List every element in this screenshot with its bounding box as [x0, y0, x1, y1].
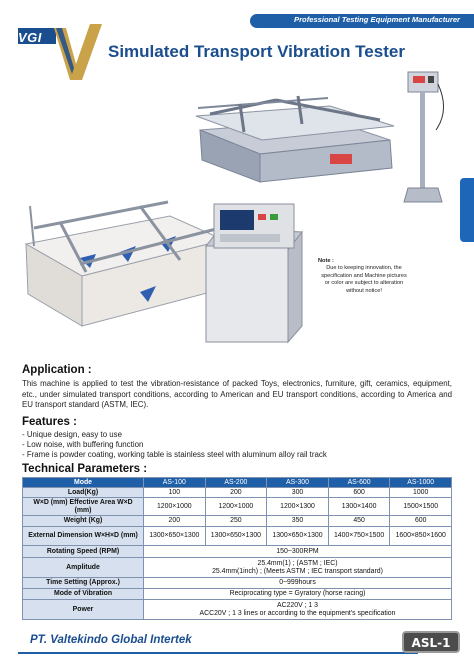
- note-title: Note :: [318, 258, 334, 264]
- table-cell: 200: [205, 488, 267, 498]
- table-cell: 300: [267, 488, 329, 498]
- features-heading: Features :: [22, 416, 77, 428]
- table-cell: 100: [144, 488, 206, 498]
- header-tagline: Professional Testing Equipment Manufacturer: [294, 15, 460, 24]
- table-row: [23, 589, 452, 600]
- table-cell: [144, 558, 452, 578]
- company-name: PT. Valtekindo Global Intertek: [30, 634, 192, 646]
- logo-text: VGI: [18, 30, 42, 45]
- table-cell: 0~999hours: [144, 578, 452, 589]
- column-header: AS-200: [205, 478, 267, 488]
- table-row: [23, 488, 452, 498]
- table-cell: [144, 600, 452, 620]
- power-line-1: AC220V ; 1 3: [277, 601, 318, 609]
- row-label: Load(Kg): [23, 488, 144, 498]
- row-label: Power: [23, 600, 144, 620]
- row-label: Mode of Vibration: [23, 589, 144, 600]
- table-cell: 1600×850×1600: [390, 527, 452, 546]
- page-title: Simulated Transport Vibration Tester: [108, 42, 405, 61]
- amplitude-line-2: 25.4mm(1inch) ; (Meets ASTM ; IEC transport standard): [212, 567, 383, 575]
- table-cell: 1200×1000: [144, 498, 206, 516]
- table-cell: 1000: [390, 488, 452, 498]
- product-code: ASL-1: [411, 636, 451, 650]
- row-label: W×D (mm) Effective Area W×D (mm): [23, 498, 144, 516]
- column-header: AS-600: [328, 478, 390, 488]
- table-cell: 150~300RPM: [144, 546, 452, 558]
- column-header: Mode: [23, 478, 144, 488]
- table-row: [23, 546, 452, 558]
- technical-heading: Technical Parameters :: [22, 463, 148, 475]
- column-header: AS-100: [144, 478, 206, 488]
- header-tagline-bar: [250, 14, 474, 28]
- table-cell: 450: [328, 516, 390, 527]
- table-cell: 1200×1300: [267, 498, 329, 516]
- features-list: [22, 430, 452, 461]
- table-row: [23, 578, 452, 589]
- row-label: Weight (Kg): [23, 516, 144, 527]
- product-code-badge: [402, 631, 460, 653]
- table-cell: 1300×1400: [328, 498, 390, 516]
- table-cell: 600: [390, 516, 452, 527]
- row-label: Time Setting (Approx.): [23, 578, 144, 589]
- table-cell: 250: [205, 516, 267, 527]
- table-cell: 600: [328, 488, 390, 498]
- table-row: [23, 498, 452, 516]
- amplitude-line-1: 25.4mm(1) ; (ASTM ; IEC): [257, 559, 338, 567]
- row-label: Rotating Speed (RPM): [23, 546, 144, 558]
- table-header-row: [23, 478, 452, 488]
- feature-item: - Unique design, easy to use: [22, 430, 123, 439]
- table-cell: Reciprocating type = Gyratory (horse racing): [144, 589, 452, 600]
- table-row: [23, 527, 452, 546]
- table-cell: 1300×650×1300: [144, 527, 206, 546]
- product-photo-control-cabinet: [20, 176, 310, 346]
- table-cell: 1300×650×1300: [205, 527, 267, 546]
- table-row: [23, 600, 452, 620]
- table-row: [23, 516, 452, 527]
- row-label: External Dimension W×H×D (mm): [23, 527, 144, 546]
- feature-item: - Frame is powder coating, working table is stainless steel with aluminum alloy rail track: [22, 450, 327, 460]
- power-line-2: ACC20V ; 1 3 lines or according to the equipment's specification: [199, 609, 396, 617]
- disclaimer-note: [318, 258, 410, 295]
- application-heading: Application :: [22, 364, 92, 376]
- column-header: AS-300: [267, 478, 329, 488]
- table-cell: 350: [267, 516, 329, 527]
- feature-item: - Low noise, with buffering function: [22, 440, 144, 450]
- table-cell: 1200×1000: [205, 498, 267, 516]
- application-text: This machine is applied to test the vibration-resistance of packed Toys, electronics, furniture, gift, ceramics, equipment, etc., under simulated transport conditions, according to American and EU transport conditions, according to America and EU transport standard (ASTM, IEC).: [22, 379, 452, 410]
- table-cell: 1400×750×1500: [328, 527, 390, 546]
- technical-parameters-table: [22, 477, 452, 620]
- table-cell: 1300×650×1300: [267, 527, 329, 546]
- column-header: AS-1000: [390, 478, 452, 488]
- footer-divider: [18, 652, 418, 654]
- table-cell: 200: [144, 516, 206, 527]
- table-cell: 1500×1500: [390, 498, 452, 516]
- table-row: [23, 558, 452, 578]
- note-body: Due to keeping innovation, the specification and Machine pictures or color are subject to alteration without notice!: [321, 265, 407, 294]
- row-label: Amplitude: [23, 558, 144, 578]
